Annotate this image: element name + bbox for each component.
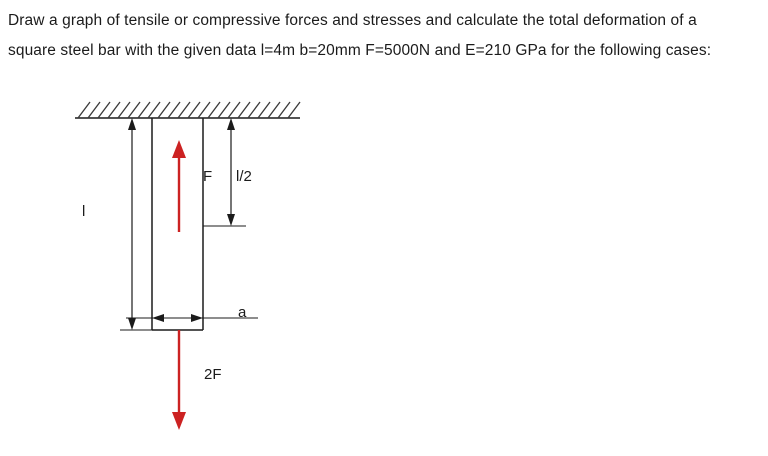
label-half-length: l/2 [236,168,252,185]
force-arrow-up-F [172,140,186,232]
label-force-f: F [203,168,213,185]
label-force-2f: 2F [204,366,222,383]
problem-line-1: Draw a graph of tensile or compressive forces and stresses and calculate the total deformation of a [8,12,697,29]
problem-line-2: square steel bar with the given data l=4m b=20mm F=5000N and E=210 GPa for the following cases: [8,42,712,59]
label-segment-a: a [238,304,247,321]
dimension-line-l [120,118,152,330]
fixed-support-hatching [75,102,300,118]
force-arrow-down-2F [172,330,186,430]
label-length-l: l [82,203,86,220]
